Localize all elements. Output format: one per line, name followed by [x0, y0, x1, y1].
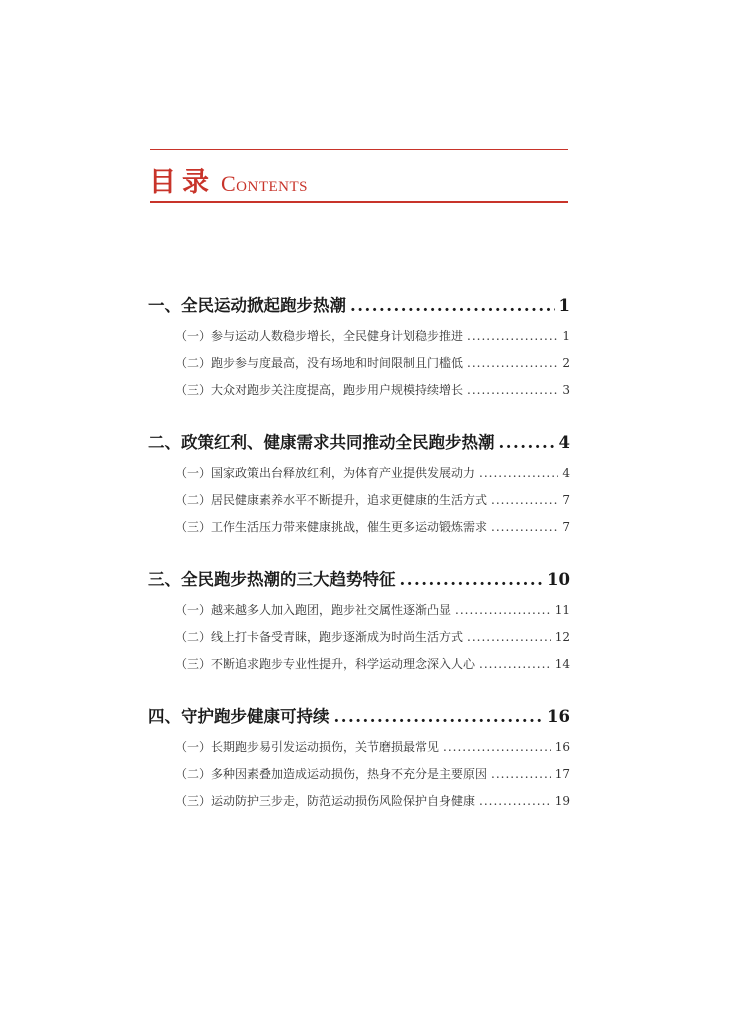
- page-number: 17: [554, 767, 570, 781]
- toc-subsection-entry[interactable]: [148, 491, 570, 518]
- dot-leader: [334, 707, 544, 726]
- dot-leader: [479, 794, 551, 808]
- page-number: 7: [562, 520, 570, 534]
- subsection-title: （一）越来越多人加入跑团，跑步社交属性逐渐凸显: [175, 603, 452, 617]
- dot-leader: [491, 493, 558, 507]
- dot-leader: [467, 329, 558, 343]
- subsection-title: （一）国家政策出台释放红利，为体育产业提供发展动力: [175, 466, 476, 480]
- dot-leader: [499, 433, 555, 452]
- page-number: 12: [554, 630, 570, 644]
- subsection-title: （三）运动防护三步走，防范运动损伤风险保护自身健康: [175, 794, 476, 808]
- subsection-title: （一）参与运动人数稳步增长，全民健身计划稳步推进: [175, 329, 464, 343]
- chapter-title: 四、守护跑步健康可持续: [148, 707, 330, 726]
- toc-subsection-entry[interactable]: [148, 628, 570, 655]
- subsection-title: （三）工作生活压力带来健康挑战，催生更多运动锻炼需求: [175, 520, 488, 534]
- dot-leader: [350, 296, 555, 315]
- dot-leader: [467, 383, 558, 397]
- chapter-title: 一、全民运动掀起跑步热潮: [148, 296, 346, 315]
- page-number: 10: [547, 570, 570, 589]
- subsection-title: （一）长期跑步易引发运动损伤，关节磨损最常见: [175, 740, 440, 754]
- page-number: 11: [554, 603, 570, 617]
- toc-chapter-entry[interactable]: [148, 703, 570, 732]
- table-of-contents: [148, 292, 570, 840]
- page-number: 16: [554, 740, 570, 754]
- toc-subsection-entry[interactable]: [148, 765, 570, 792]
- page-number: 7: [562, 493, 570, 507]
- page-number: 2: [562, 356, 570, 370]
- toc-subsection-entry[interactable]: [148, 738, 570, 765]
- toc-subsection-entry[interactable]: [148, 381, 570, 408]
- dot-leader: [479, 466, 558, 480]
- toc-chapter-entry[interactable]: [148, 429, 570, 458]
- toc-section-3: [148, 566, 570, 682]
- subsection-title: （三）大众对跑步关注度提高，跑步用户规模持续增长: [175, 383, 464, 397]
- dot-leader: [400, 570, 544, 589]
- page-number: 19: [554, 794, 570, 808]
- page-number: 14: [554, 657, 570, 671]
- toc-section-4: [148, 703, 570, 819]
- page-number: 1: [562, 329, 570, 343]
- toc-subsection-entry[interactable]: [148, 792, 570, 819]
- toc-chapter-entry[interactable]: [148, 566, 570, 595]
- dot-leader: [467, 356, 558, 370]
- toc-subsection-entry[interactable]: [148, 655, 570, 682]
- page-number: 16: [547, 707, 570, 726]
- subsection-title: （二）线上打卡备受青睐，跑步逐渐成为时尚生活方式: [175, 630, 464, 644]
- subsection-title: （三）不断追求跑步专业性提升，科学运动理念深入人心: [175, 657, 476, 671]
- toc-chapter-entry[interactable]: [148, 292, 570, 321]
- page-number: 3: [562, 383, 570, 397]
- page-number: 4: [562, 466, 570, 480]
- chapter-title: 三、全民跑步热潮的三大趋势特征: [148, 570, 396, 589]
- header-top-rule: [150, 149, 568, 150]
- toc-subsection-entry[interactable]: [148, 464, 570, 491]
- toc-subsection-entry[interactable]: [148, 601, 570, 628]
- dot-leader: [479, 657, 551, 671]
- dot-leader: [491, 767, 551, 781]
- subsection-title: （二）多种因素叠加造成运动损伤，热身不充分是主要原因: [175, 767, 488, 781]
- dot-leader: [491, 520, 558, 534]
- subsection-title: （二）居民健康素养水平不断提升，追求更健康的生活方式: [175, 493, 488, 507]
- toc-subsection-entry[interactable]: [148, 354, 570, 381]
- toc-subsection-entry[interactable]: [148, 518, 570, 545]
- chapter-title: 二、政策红利、健康需求共同推动全民跑步热潮: [148, 433, 495, 452]
- page-number: 1: [558, 296, 570, 315]
- toc-section-1: [148, 292, 570, 408]
- dot-leader: [455, 603, 551, 617]
- page-number: 4: [558, 433, 570, 452]
- title-chinese: 目录: [149, 167, 215, 198]
- page-title: [149, 160, 308, 200]
- toc-subsection-entry[interactable]: [148, 327, 570, 354]
- title-english: Contents: [221, 171, 309, 196]
- toc-section-2: [148, 429, 570, 545]
- dot-leader: [467, 630, 551, 644]
- dot-leader: [443, 740, 551, 754]
- subsection-title: （二）跑步参与度最高，没有场地和时间限制且门槛低: [175, 356, 464, 370]
- header-bottom-rule: [150, 201, 568, 203]
